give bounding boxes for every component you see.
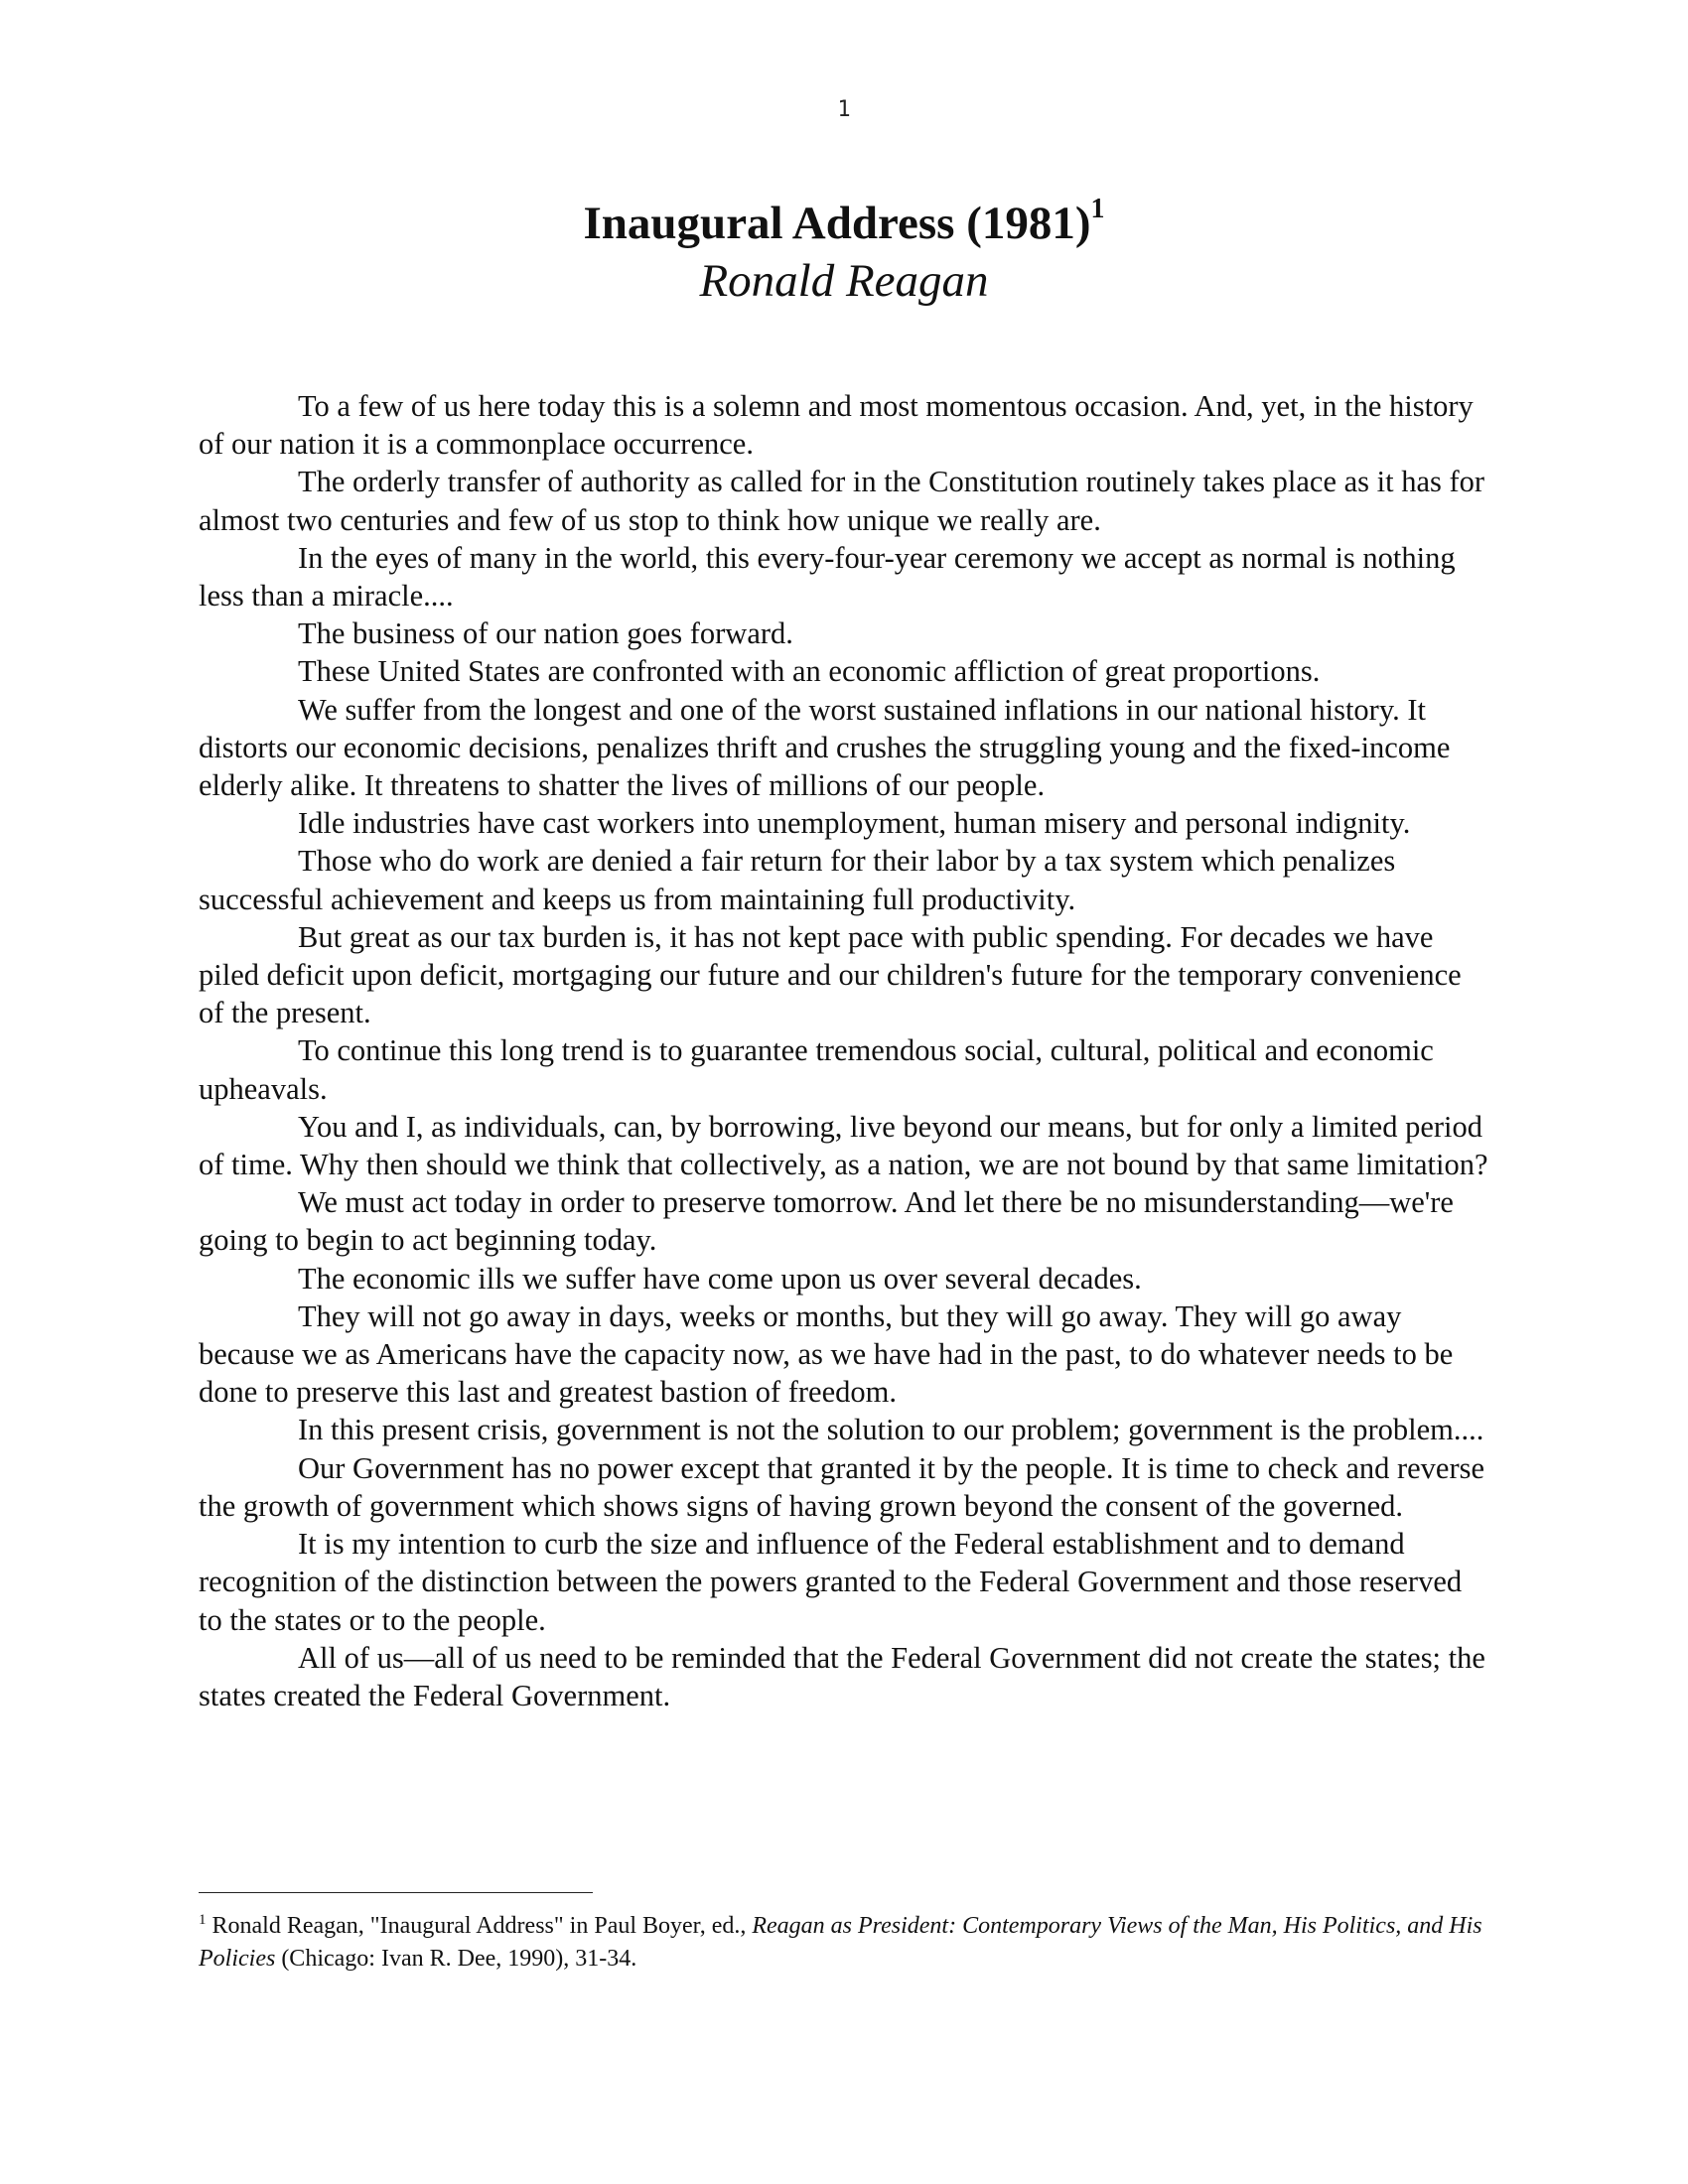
- footnote-book-title: Reagan as President: Contemporary Views of the Man, His Politics, and His Policies: [199, 1913, 1482, 1972]
- paragraph: In the eyes of many in the world, this every-four-year ceremony we accept as normal is nothing less than a miracle....: [199, 540, 1456, 614]
- paragraph: You and I, as individuals, can, by borrowing, live beyond our means, but for only a limited period of time. Why then should we think that collectively, as a nation, we are not bound by that same limitation?: [199, 1109, 1488, 1182]
- document-title-text: Inaugural Address (1981): [583, 198, 1091, 249]
- paragraph: Idle industries have cast workers into unemployment, human misery and personal indignity.: [298, 806, 1411, 841]
- paragraph: Our Government has no power except that granted it by the people. It is time to check and reverse the growth of government which shows signs of having grown beyond the consent of the governed.: [199, 1450, 1485, 1523]
- document-title: [0, 195, 1688, 252]
- footnote-text-before: Ronald Reagan, "Inaugural Address" in Paul Boyer, ed.,: [211, 1913, 753, 1939]
- paragraph: All of us—all of us need to be reminded that the Federal Government did not create the states; the states created the Federal Government.: [199, 1640, 1485, 1712]
- paragraph: They will not go away in days, weeks or months, but they will go away. They will go away because we as Americans have the capacity now, as we have had in the past, to do whatever needs to be done to preserve this last and greatest bastion of freedom.: [199, 1298, 1454, 1410]
- speech-body: [199, 387, 1489, 1714]
- document-author: Ronald Reagan: [699, 255, 989, 307]
- paragraph: In this present crisis, government is not the solution to our problem; government is the problem....: [298, 1413, 1484, 1447]
- paragraph: The orderly transfer of authority as called for in the Constitution routinely takes place as it has for almost two centuries and few of us stop to think how unique we really are.: [199, 465, 1485, 537]
- page-number: 1: [837, 97, 851, 122]
- footnote: [199, 1910, 1489, 1975]
- paragraph: These United States are confronted with an economic affliction of great proportions.: [298, 654, 1321, 689]
- paragraph: To a few of us here today this is a solemn and most momentous occasion. And, yet, in the history of our nation it is a commonplace occurrence.: [199, 389, 1474, 462]
- footnote-marker: 1: [199, 1912, 207, 1928]
- paragraph: We must act today in order to preserve tomorrow. And let there be no misunderstanding—we're going to begin to act beginning today.: [199, 1185, 1454, 1258]
- title-block: [0, 195, 1688, 310]
- paragraph: To continue this long trend is to guarantee tremendous social, cultural, political and economic upheavals.: [199, 1033, 1434, 1106]
- paragraph: It is my intention to curb the size and influence of the Federal establishment and to demand recognition of the distinction between the powers granted to the Federal Government and those reserved to the states or to the people.: [199, 1527, 1463, 1637]
- paragraph: Those who do work are denied a fair return for their labor by a tax system which penalizes successful achievement and keeps us from maintaining full productivity.: [199, 844, 1396, 916]
- paragraph: The business of our nation goes forward.: [298, 616, 793, 651]
- paragraph: We suffer from the longest and one of the worst sustained inflations in our national history. It distorts our economic decisions, penalizes thrift and crushes the struggling young and the fixed-income elderly alike. It threatens to shatter the lives of millions of our people.: [199, 692, 1451, 803]
- paragraph: But great as our tax burden is, it has not kept pace with public spending. For decades we have piled deficit upon deficit, mortgaging our future and our children's future for the temporary convenience of the present.: [199, 919, 1462, 1030]
- footnote-divider: [199, 1892, 593, 1893]
- title-footnote-marker: 1: [1090, 194, 1105, 225]
- paragraph: The economic ills we suffer have come upon us over several decades.: [298, 1261, 1142, 1296]
- footnote-text-after: (Chicago: Ivan R. Dee, 1990), 31-34.: [275, 1945, 637, 1972]
